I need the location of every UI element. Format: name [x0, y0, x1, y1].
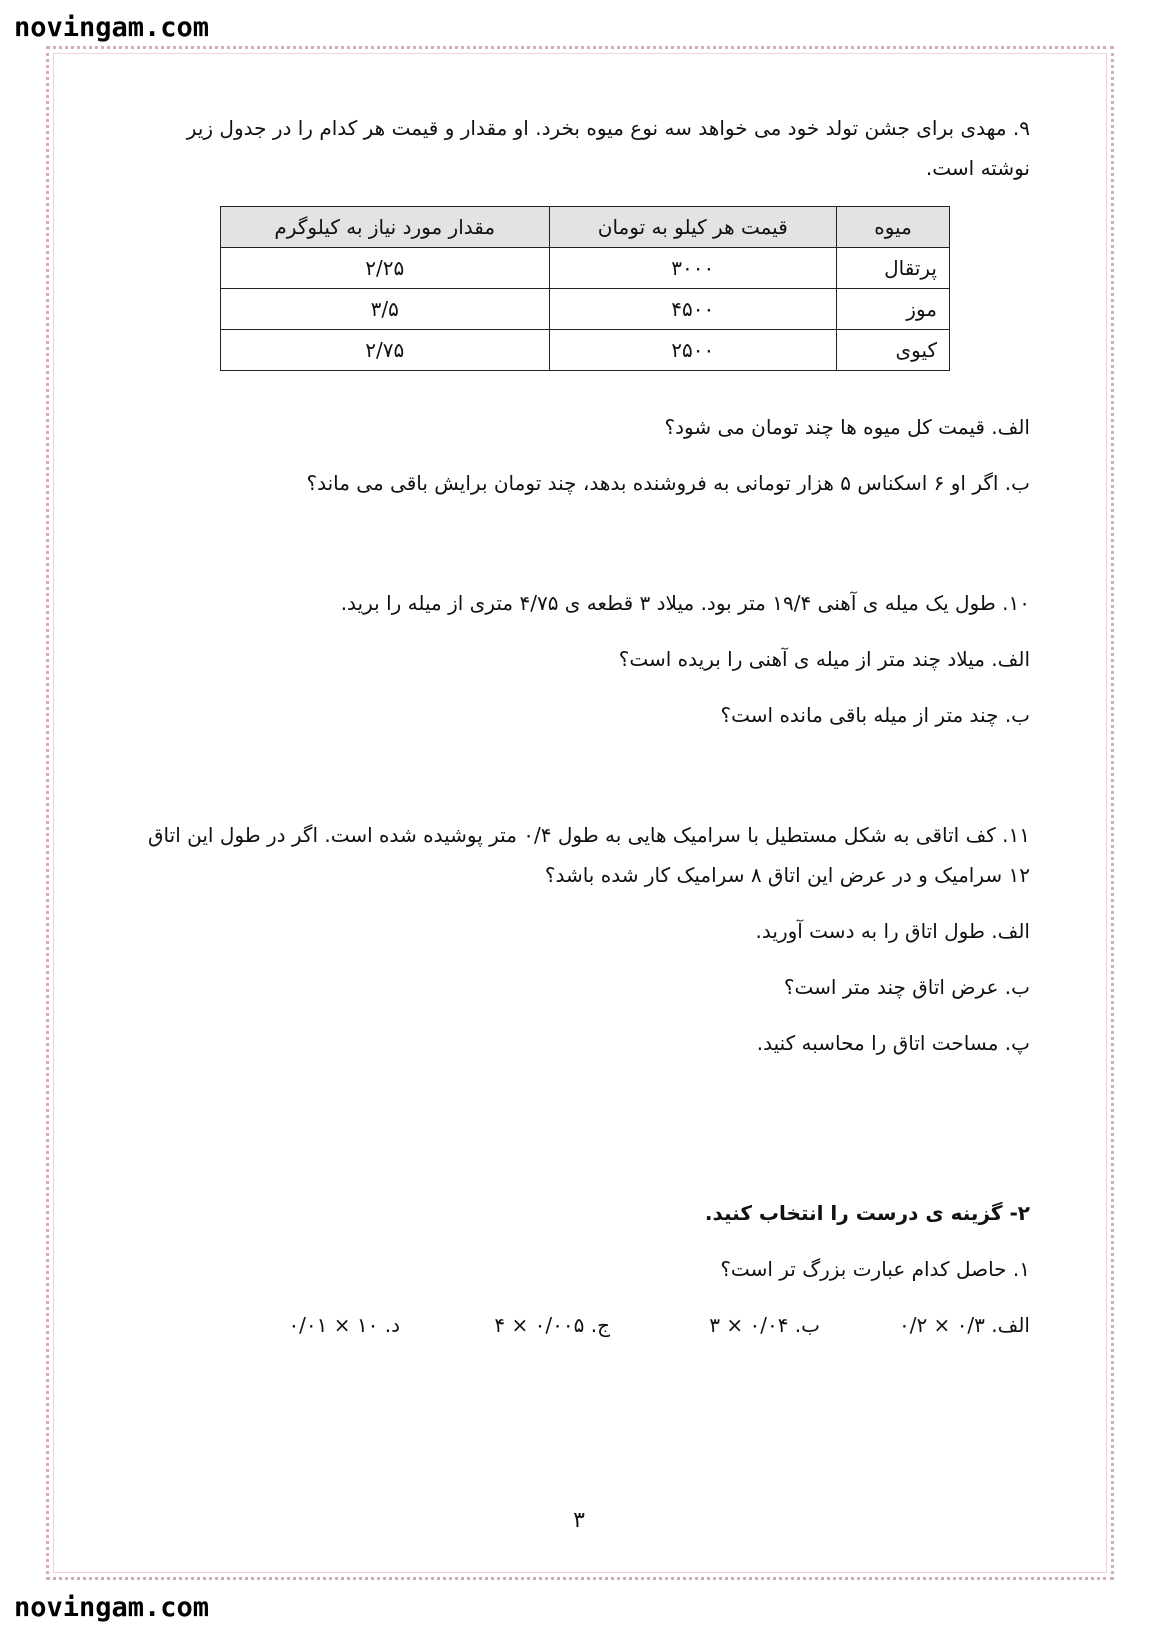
question-11-part-a: الف. طول اتاق را به دست آورید. — [755, 919, 1030, 943]
cell-amount: ۳/۵ — [221, 289, 550, 330]
watermark-top: novingam.com — [14, 12, 210, 43]
question-10-part-a: الف. میلاد چند متر از میله ی آهنی را بریده است؟ — [618, 647, 1030, 671]
option-b: ب. ۰/۰۴ × ۳ — [709, 1313, 820, 1337]
cell-fruit: پرتقال — [837, 248, 950, 289]
table-row — [221, 248, 950, 289]
table-row — [221, 330, 950, 371]
question-11-part-b: ب. عرض اتاق چند متر است؟ — [783, 975, 1030, 999]
cell-amount: ۲/۷۵ — [221, 330, 550, 371]
cell-price: ۴۵۰۰ — [549, 289, 836, 330]
header-amount: مقدار مورد نیاز به کیلوگرم — [221, 207, 550, 248]
header-fruit: میوه — [837, 207, 950, 248]
question-9-part-b: ب. اگر او ۶ اسکناس ۵ هزار تومانی به فروشنده بدهد، چند تومان برایش باقی می ماند؟ — [306, 471, 1030, 495]
question-11: ۱۱. کف اتاقی به شکل مستطیل با سرامیک هایی به طول ۰/۴ متر پوشیده شده است. اگر در طول این اتاق ۱۲ سرامیک و در عرض این اتاق ۸ سرامیک کار شده باشد؟ — [148, 823, 1030, 887]
fruit-table — [220, 206, 950, 371]
question-10-part-b: ب. چند متر از میله باقی مانده است؟ — [720, 703, 1030, 727]
option-a: الف. ۰/۳ × ۰/۲ — [898, 1313, 1030, 1337]
cell-fruit: موز — [837, 289, 950, 330]
multiple-choice-question-1: ۱. حاصل کدام عبارت بزرگ تر است؟ — [720, 1257, 1030, 1281]
question-10: ۱۰. طول یک میله ی آهنی ۱۹/۴ متر بود. میلاد ۳ قطعه ی ۴/۷۵ متری از میله را برید. — [340, 591, 1030, 615]
header-price: قیمت هر کیلو به تومان — [549, 207, 836, 248]
answer-options — [140, 1305, 1030, 1345]
cell-fruit: کیوی — [837, 330, 950, 371]
table-row — [221, 289, 950, 330]
table-header-row — [221, 207, 950, 248]
section-2-title: ۲- گزینه ی درست را انتخاب کنید. — [704, 1201, 1030, 1225]
option-d: د. ۱۰ × ۰/۰۱ — [288, 1313, 400, 1337]
cell-price: ۲۵۰۰ — [549, 330, 836, 371]
watermark-bottom: novingam.com — [14, 1592, 210, 1623]
cell-amount: ۲/۲۵ — [221, 248, 550, 289]
question-9: ۹. مهدی برای جشن تولد خود می خواهد سه نوع میوه بخرد. او مقدار و قیمت هر کدام را در جدول زیر نوشته است. — [186, 116, 1030, 180]
cell-price: ۳۰۰۰ — [549, 248, 836, 289]
option-c: ج. ۰/۰۰۵ × ۴ — [494, 1313, 610, 1337]
question-11-part-c: پ. مساحت اتاق را محاسبه کنید. — [756, 1031, 1030, 1055]
page-number: ۳ — [573, 1508, 585, 1533]
worksheet-content — [140, 108, 1030, 1345]
question-9-part-a: الف. قیمت کل میوه ها چند تومان می شود؟ — [664, 415, 1030, 439]
